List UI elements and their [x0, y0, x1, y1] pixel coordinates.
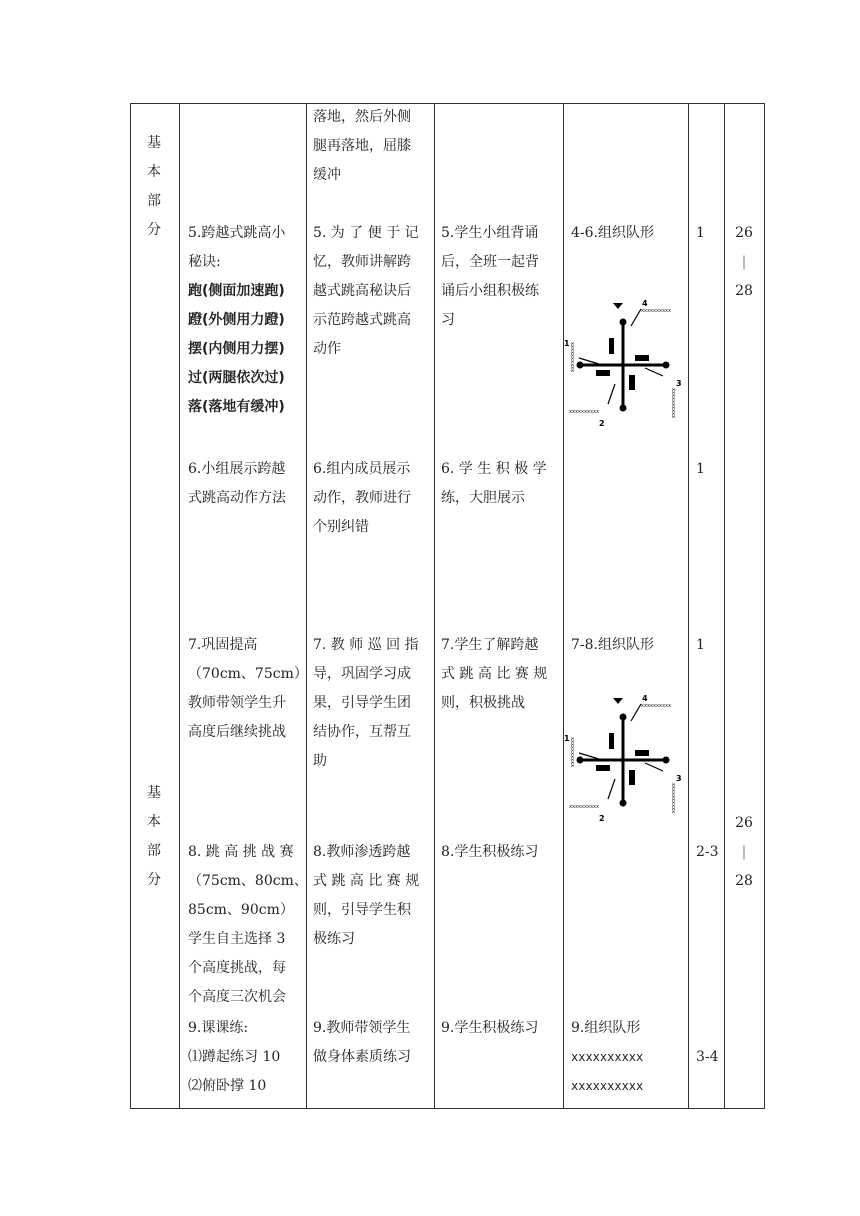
column-divider	[434, 103, 435, 1109]
table-border-left	[130, 103, 131, 1109]
svg-text:1: 1	[564, 339, 570, 348]
content-cell-r7	[188, 631, 308, 747]
student-cell-r8	[441, 838, 538, 867]
text-line: ⑵俯卧撑 10	[188, 1078, 267, 1094]
content-cell-r8	[188, 838, 308, 1012]
text-line: 秘诀:	[188, 254, 221, 270]
student-cell-r5	[441, 219, 539, 335]
section-label-bottom	[144, 779, 164, 895]
section-char: 基	[147, 135, 161, 151]
time-value: 26	[735, 815, 753, 831]
section-char: 部	[147, 193, 161, 209]
svg-text:2: 2	[599, 419, 605, 428]
teacher-cell-r7	[313, 631, 419, 776]
text-line: 9.教师带领学生	[313, 1020, 411, 1036]
svg-text:4: 4	[642, 300, 648, 308]
text-line: 练，大胆展示	[441, 490, 525, 506]
text-line: 落地，然后外侧	[313, 109, 411, 125]
table-border-bottom	[130, 1108, 765, 1109]
teacher-cell-r0	[313, 103, 411, 190]
svg-text:xxxxxxxxxx: xxxxxxxxxx	[569, 342, 575, 373]
svg-text:xxxxxxxxxx: xxxxxxxxxx	[569, 409, 600, 415]
section-char: 本	[147, 164, 161, 180]
formation-diagram	[563, 695, 689, 827]
section-char: 基	[147, 785, 161, 801]
text-line: 式 跳 高 比 赛 规	[313, 873, 420, 889]
text-line: （70cm、75cm）	[188, 666, 308, 682]
teacher-cell-r6	[313, 455, 411, 542]
text-line: 学生自主选择 3	[188, 931, 286, 947]
tip-line: 蹬(外侧用力蹬)	[188, 312, 285, 328]
section-char: 分	[147, 872, 161, 888]
table-border-top	[130, 103, 765, 104]
text-line: 个高度挑战，每	[188, 960, 286, 976]
text-line: 5.跨越式跳高小	[188, 225, 286, 241]
student-cell-r7	[441, 631, 547, 718]
formation-diagram	[563, 300, 689, 432]
svg-text:xxxxxxxxxx: xxxxxxxxxx	[641, 703, 672, 709]
time-separator: |	[741, 844, 747, 860]
org-label-r7: 7-8.组织队形	[571, 637, 654, 653]
teacher-cell-r9	[313, 1014, 411, 1072]
svg-text:xxxxxxxxxx: xxxxxxxxxx	[670, 388, 676, 419]
text-line: 动作	[313, 341, 341, 357]
count-r7: 1	[696, 637, 705, 653]
svg-text:1: 1	[564, 734, 570, 743]
time-value: 28	[735, 873, 753, 889]
tip-line: 摆(内侧用力摆)	[188, 341, 285, 357]
svg-text:3: 3	[676, 379, 682, 388]
count-r9: 3-4	[696, 1049, 719, 1065]
svg-text:3: 3	[676, 774, 682, 783]
tip-line: 过(两腿依次过)	[188, 370, 285, 386]
text-line: 动作，教师进行	[313, 490, 411, 506]
content-cell-r6	[188, 455, 286, 513]
text-line: 5. 为 了 便 于 记	[313, 225, 419, 241]
text-line: 6.组内成员展示	[313, 461, 411, 477]
text-line: 85cm、90cm）	[188, 902, 294, 918]
text-line: 高度后继续挑战	[188, 724, 286, 740]
svg-text:xxxxxxxxxx: xxxxxxxxxx	[569, 804, 600, 810]
time-separator: |	[741, 254, 747, 270]
count-r6: 1	[696, 461, 705, 477]
formation-row: xxxxxxxxxx	[571, 1079, 644, 1093]
svg-text:xxxxxxxxxx: xxxxxxxxxx	[670, 783, 676, 814]
org-label-r5: 4-6.组织队形	[571, 225, 654, 241]
text-line: 后，全班一起背	[441, 254, 539, 270]
text-line: 9.课课练:	[188, 1020, 249, 1036]
text-line: 7.巩固提高	[188, 637, 258, 653]
lesson-plan-table	[130, 103, 765, 1109]
text-line: 越式跳高秘诀后	[313, 283, 411, 299]
time-r8	[732, 809, 756, 896]
column-divider	[179, 103, 180, 1109]
text-line: 诵后小组积极练	[441, 283, 539, 299]
text-line: 则，积极挑战	[441, 695, 525, 711]
time-value: 28	[735, 283, 753, 299]
text-line: 导，巩固学习成	[313, 666, 411, 682]
column-divider	[563, 103, 564, 1109]
text-line: 式跳高动作方法	[188, 490, 286, 506]
count-r8: 2-3	[696, 844, 719, 860]
column-divider	[724, 103, 725, 1109]
teacher-cell-r8	[313, 838, 419, 954]
text-line: 8. 跳 高 挑 战 赛	[188, 844, 294, 860]
text-line: 5.学生小组背诵	[441, 225, 539, 241]
text-line: 8.学生积极练习	[441, 844, 539, 860]
org-cell-r9	[571, 1014, 643, 1101]
text-line: 6. 学 生 积 极 学	[441, 461, 547, 477]
text-line: 果，引导学生团	[313, 695, 411, 711]
column-divider	[688, 103, 689, 1109]
formation-row: xxxxxxxxxx	[571, 1050, 644, 1064]
text-line: 习	[441, 312, 455, 328]
text-line: 缓冲	[313, 167, 341, 183]
content-cell-r5	[188, 219, 285, 422]
text-line: 结协作，互帮互	[313, 724, 411, 740]
text-line: 教师带领学生升	[188, 695, 286, 711]
text-line: （75cm、80cm、	[188, 873, 308, 889]
table-border-right	[764, 103, 765, 1109]
text-line: 极练习	[313, 931, 355, 947]
teacher-cell-r5	[313, 219, 419, 364]
text-line: 则，引导学生积	[313, 902, 411, 918]
svg-text:4: 4	[642, 695, 648, 703]
time-value: 26	[735, 225, 753, 241]
text-line: 做身体素质练习	[313, 1049, 411, 1065]
text-line: 个高度三次机会	[188, 989, 286, 1005]
text-line: 9.学生积极练习	[441, 1020, 539, 1036]
text-line: 7. 教 师 巡 回 指	[313, 637, 419, 653]
text-line: 式 跳 高 比 赛 规	[441, 666, 548, 682]
text-line: 6.小组展示跨越	[188, 461, 286, 477]
text-line: 8.教师渗透跨越	[313, 844, 411, 860]
section-char: 本	[147, 814, 161, 830]
tip-line: 跑(侧面加速跑)	[188, 283, 285, 299]
tip-line: 落(落地有缓冲)	[188, 399, 285, 415]
text-line: 个别纠错	[313, 519, 369, 535]
svg-text:xxxxxxxxxx: xxxxxxxxxx	[569, 737, 575, 768]
svg-text:xxxxxxxxxx: xxxxxxxxxx	[641, 308, 672, 314]
svg-text:2: 2	[599, 814, 605, 823]
student-cell-r6	[441, 455, 547, 513]
time-r5	[732, 219, 756, 306]
student-cell-r9	[441, 1014, 538, 1043]
text-line: 9.组织队形	[571, 1020, 641, 1036]
text-line: 忆，教师讲解跨	[313, 254, 411, 270]
text-line: 助	[313, 753, 327, 769]
count-r5: 1	[696, 225, 705, 241]
content-cell-r9	[188, 1014, 280, 1101]
text-line: 腿再落地，屈膝	[313, 138, 411, 154]
text-line: ⑴蹲起练习 10	[188, 1049, 281, 1065]
section-label-top	[144, 129, 164, 245]
section-char: 部	[147, 843, 161, 859]
section-char: 分	[147, 222, 161, 238]
text-line: 7.学生了解跨越	[441, 637, 539, 653]
text-line: 示范跨越式跳高	[313, 312, 411, 328]
